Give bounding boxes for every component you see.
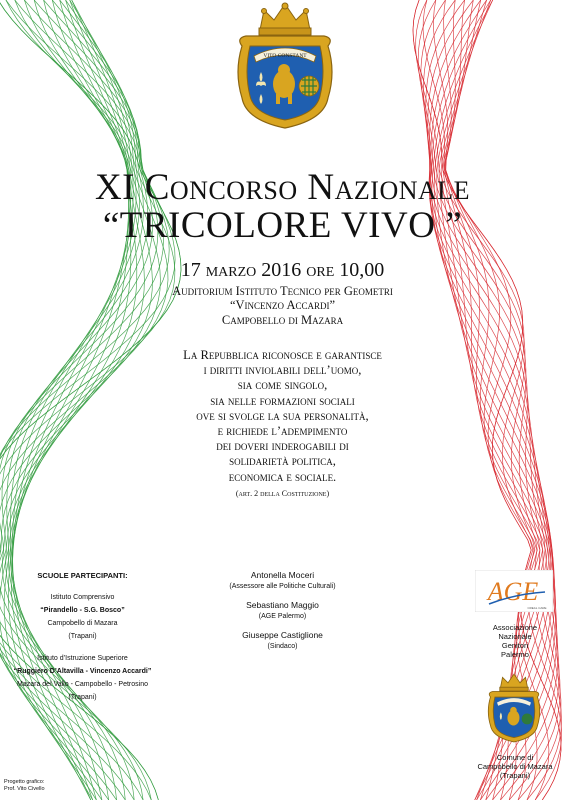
age-line: Nazionale — [498, 632, 532, 641]
schools-heading: SCUOLE PARTECIPANTI: — [37, 571, 128, 580]
contest-title-line2: “TRICOLORE VIVO ” — [102, 205, 463, 246]
quote-line: sia come singolo, — [237, 378, 328, 393]
age-logo-small: CREAL CARE — [527, 606, 547, 610]
age-line: Palermo — [501, 650, 529, 659]
school1-city: Campobello di Mazara — [47, 620, 118, 627]
venue-line: “Vincenzo Accardi” — [229, 298, 336, 312]
guest-name: Giuseppe Castiglione — [242, 630, 323, 640]
contest-title-line1: XI Concorso Nazionale — [94, 167, 471, 208]
venue-line: Auditorium Istituto Tecnico per Geometri — [172, 284, 393, 298]
quote-source: (art. 2 della Costituzione) — [235, 489, 330, 498]
quote-line: dei doveri inderogabili di — [216, 439, 349, 454]
venue-line: Campobello di Mazara — [221, 313, 344, 327]
guest-name: Sebastiano Maggio — [246, 600, 319, 610]
school1-name: “Pirandello - S.G. Bosco” — [40, 607, 125, 614]
checkered-shield-icon — [299, 76, 319, 96]
graphic-design-credit — [4, 779, 45, 793]
school2-type: Istituto d’Istruzione Superiore — [37, 655, 128, 662]
event-date-time: 17 marzo 2016 ore 10,00 — [180, 259, 385, 281]
quote-line: i diritti inviolabili dell’uomo, — [203, 363, 362, 378]
quote-line: solidarietà politica, — [229, 454, 336, 469]
school2-province: (Trapani) — [68, 694, 97, 701]
comune-crest-icon — [485, 672, 543, 744]
guest-role: (Sindaco) — [267, 643, 298, 650]
guest-name: Antonella Moceri — [250, 570, 315, 580]
comune-label — [460, 753, 565, 780]
quote-line: e richiede l’adempimento — [217, 424, 348, 439]
school1-province: (Trapani) — [68, 633, 97, 640]
credit-line: Progetto grafico: — [4, 779, 45, 785]
age-line: Associazione — [492, 623, 538, 632]
quote-line: ove si svolge la sua personalità, — [196, 408, 369, 423]
age-line: Genitori — [501, 641, 529, 650]
age-logo — [475, 570, 553, 612]
comune-line: Comune di — [496, 753, 534, 762]
age-logo-text: AGE — [487, 577, 539, 606]
guest-role: (Assessore alle Politiche Culturali) — [229, 583, 336, 590]
crown-icon — [259, 3, 311, 35]
guest-speakers — [210, 570, 355, 660]
comune-line: (Trapani) — [499, 771, 531, 780]
quote-line: economica e sociale. — [228, 469, 337, 484]
school2-city: Mazara del Vallo - Campobello - Petrosino — [17, 681, 148, 688]
coat-of-arms-emblem — [232, 2, 338, 130]
quote-line: La Repubblica riconosce e garantisce — [183, 348, 382, 362]
school2-name: “Ruggiero D’Altavilla - Vincenzo Accardi” — [13, 668, 152, 675]
quote-line: sia nelle formazioni sociali — [210, 393, 355, 408]
credit-line: Prof. Vito Civello — [4, 786, 45, 792]
age-association — [460, 623, 565, 659]
comune-line: Campobello di Mazara — [477, 762, 553, 771]
participating-schools — [10, 571, 155, 701]
school1-type: Istituto Comprensivo — [50, 594, 115, 601]
constitution-quote — [150, 348, 415, 485]
guest-role: (AGE Palermo) — [258, 613, 307, 620]
crest-motto: VITO CONSTANT — [263, 53, 307, 59]
